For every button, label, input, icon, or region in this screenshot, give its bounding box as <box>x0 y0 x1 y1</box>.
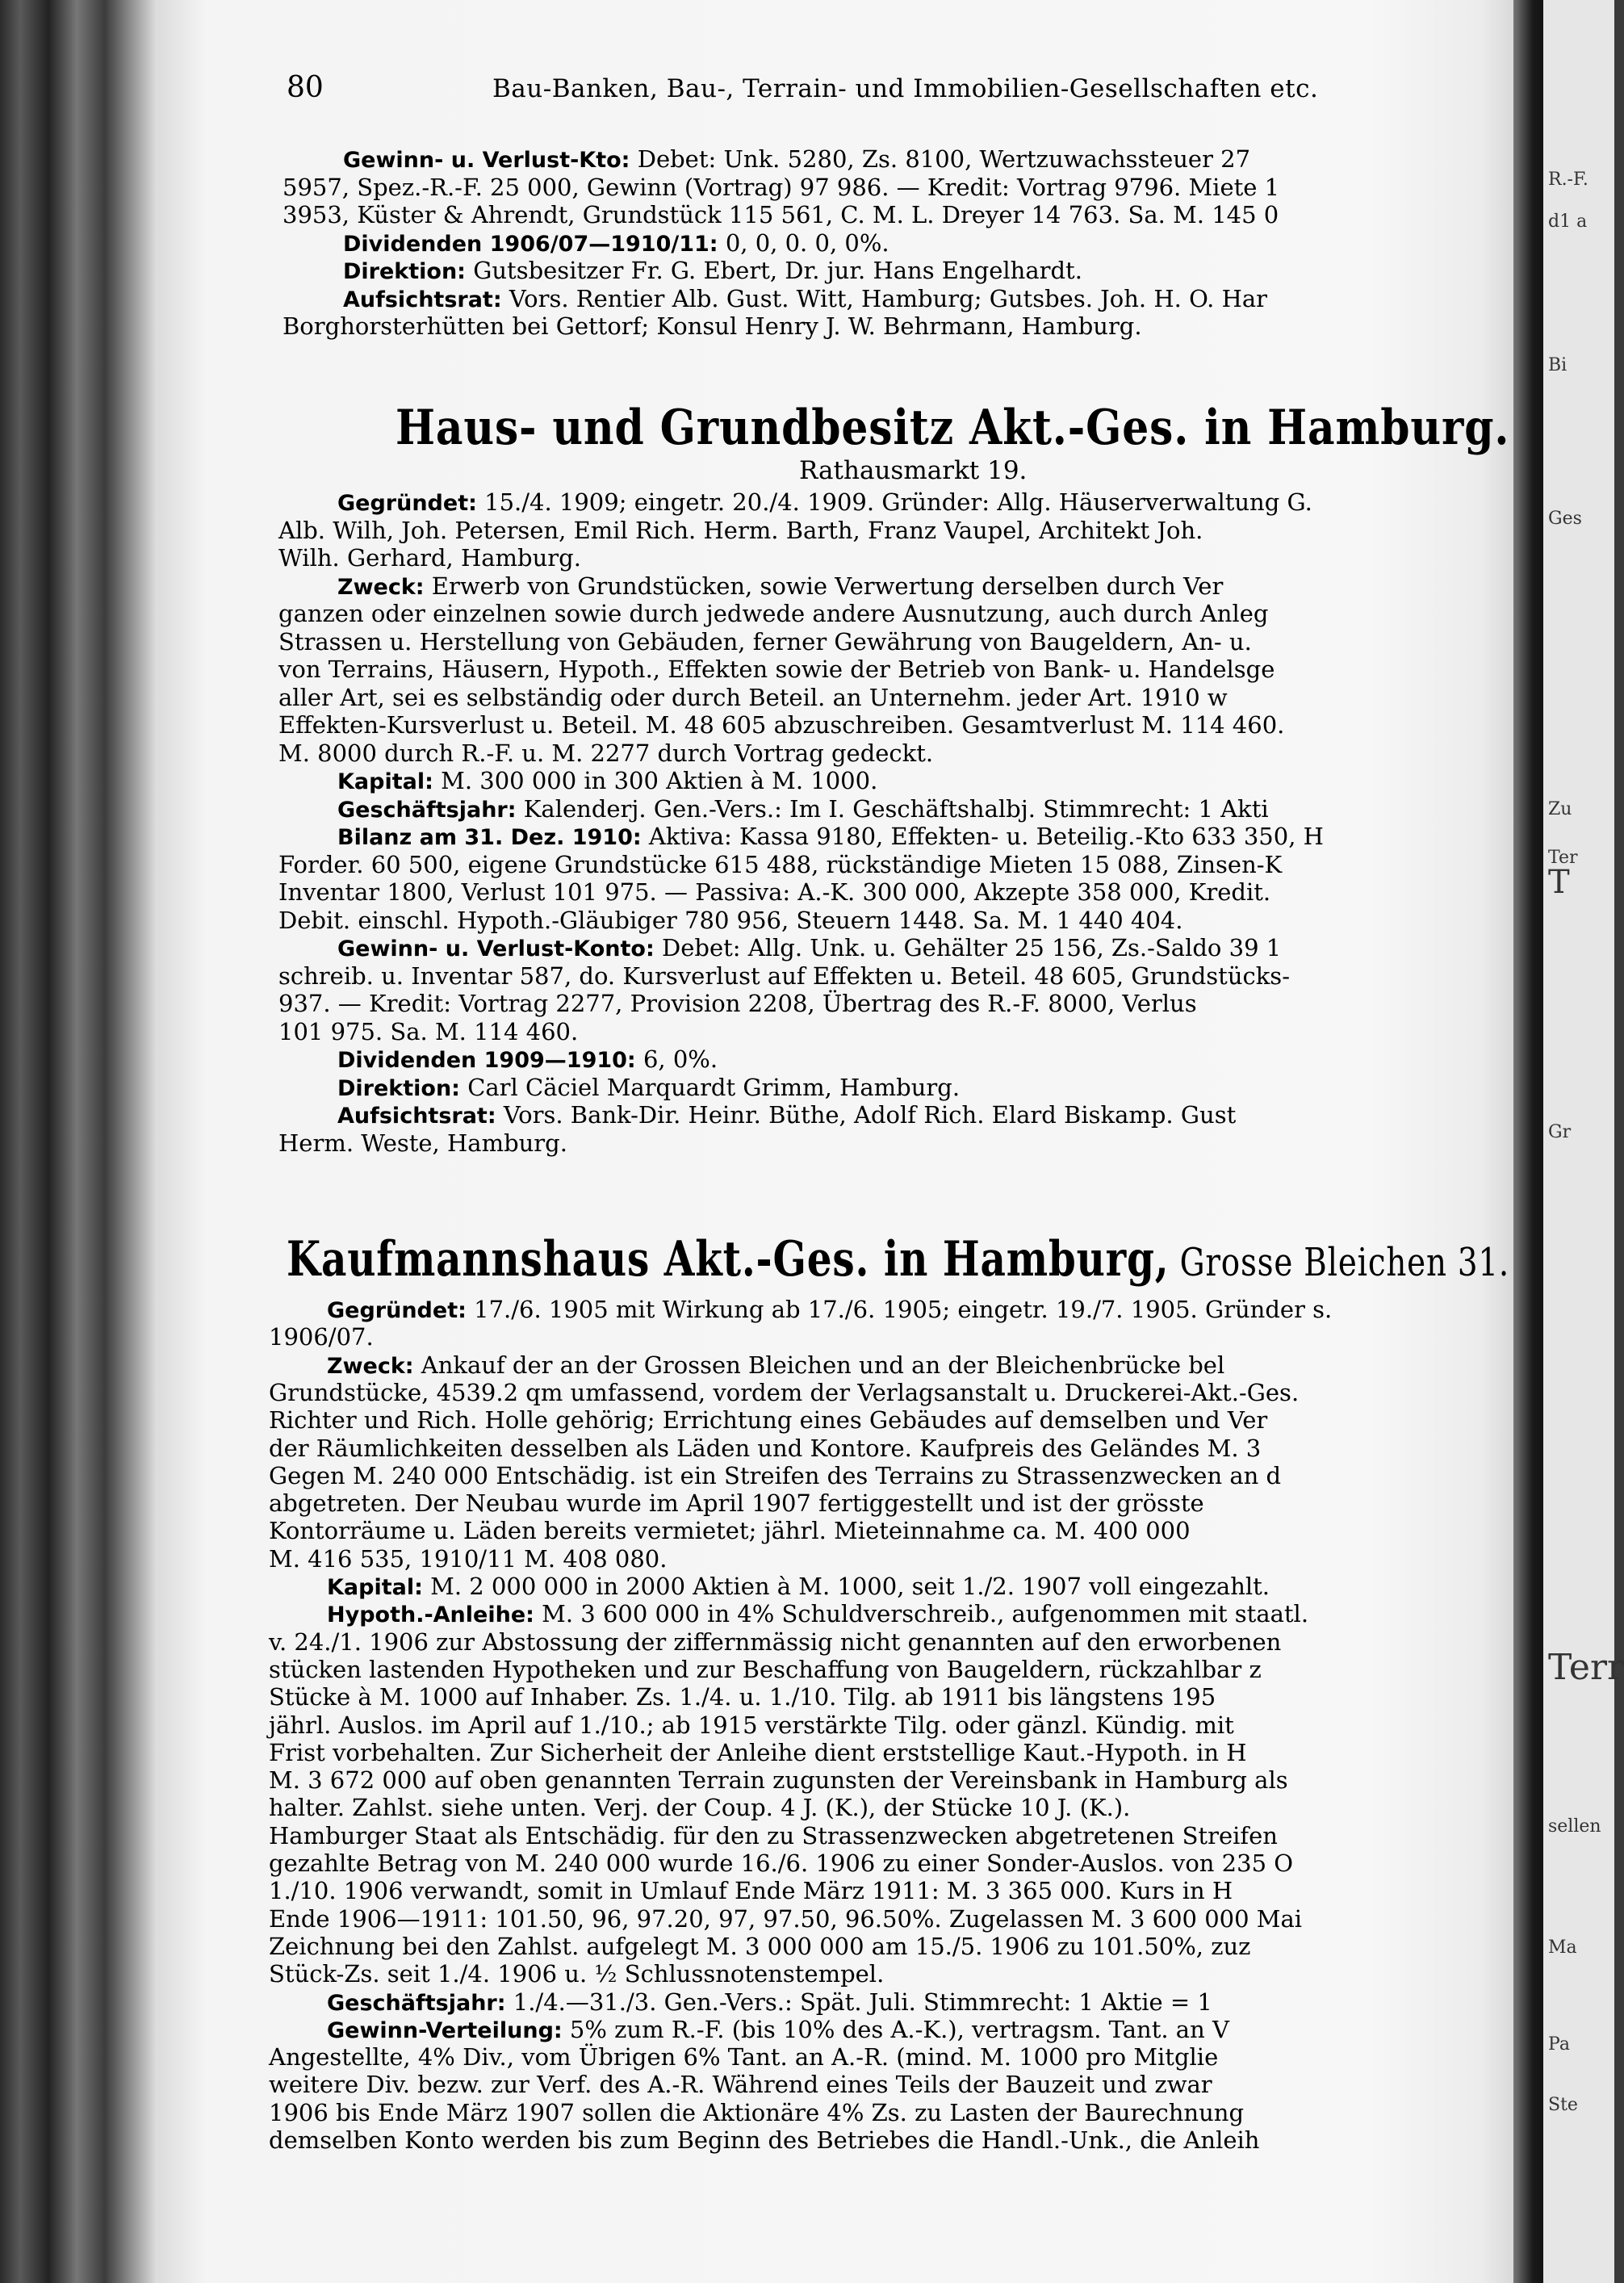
entry-text: Vors. Bank-Dir. Heinr. Büthe, Adolf Rich. Elard Biskamp. Gust <box>496 1101 1237 1129</box>
text-line <box>337 767 877 796</box>
entry-text: M. 300 000 in 300 Aktien à M. 1000. <box>433 767 878 794</box>
entry-text: Strassen u. Herstellung von Gebäuden, ferner Gewährung von Baugeldern, An- u. <box>278 627 1252 656</box>
entry-text: Debet: Unk. 5280, Zs. 8100, Wertzuwachssteuer 27 <box>630 145 1251 173</box>
entry-text: der Räumlichkeiten desselben als Läden und Kontore. Kaufpreis des Geländes M. 3 <box>269 1434 1262 1462</box>
entry-text: Inventar 1800, Verlust 101 975. — Passiva: A.-K. 300 000, Akzepte 358 000, Kredit. <box>278 878 1271 906</box>
text-line <box>278 656 1275 683</box>
entry-text: 3953, Küster & Ahrendt, Grundstück 115 561, C. M. L. Dreyer 14 763. Sa. M. 145 0 <box>283 201 1279 228</box>
entry-text: von Terrains, Häusern, Hypoth., Effekten sowie der Betrieb von Bank- u. Handelsge <box>278 656 1275 683</box>
entry-text: 1./10. 1906 verwandt, somit in Umlauf Ende März 1911: M. 3 365 000. Kurs in H <box>269 1877 1233 1905</box>
text-line <box>278 878 1270 906</box>
text-line <box>269 1517 1191 1544</box>
company-title-main: Kaufmannshaus Akt.-Ges. in Hamburg, <box>287 1231 1170 1288</box>
text-line <box>278 1018 578 1045</box>
text-line <box>269 2071 1212 2098</box>
entry-text: Aktiva: Kassa 9180, Effekten- u. Beteilig.-Kto 633 350, H <box>641 823 1324 850</box>
adjacent-page-fragment: Ter <box>1548 848 1578 868</box>
adjacent-page-fragment: Gr <box>1548 1122 1572 1142</box>
entry-label: Aufsichtsrat: <box>337 1104 496 1129</box>
text-line <box>269 1683 1216 1711</box>
entry-label: Direktion: <box>337 1075 460 1101</box>
entry-text: Grundstücke, 4539.2 qm umfassend, vordem der Verlagsanstalt u. Druckerei-Akt.-Ges. <box>269 1378 1300 1406</box>
entry-text: Frist vorbehalten. Zur Sicherheit der Anleihe dient erststellige Kaut.-Hypoth. in H <box>269 1738 1247 1766</box>
text-line <box>278 544 581 572</box>
entry-text: 17./6. 1905 mit Wirkung ab 17./6. 1905; eingetr. 19./7. 1905. Gründer s. <box>466 1296 1333 1323</box>
adjacent-page-fragment: Zu <box>1548 799 1572 819</box>
running-title: Bau-Banken, Bau-, Terrain- und Immobilien-Gesellschaften etc. <box>492 74 1319 103</box>
entry-label: Aufsichtsrat: <box>343 287 502 312</box>
book-binding <box>0 0 161 2283</box>
adjacent-page-fragment: Pa <box>1548 2034 1570 2055</box>
text-line <box>269 2126 1259 2154</box>
text-line <box>327 1296 1332 1325</box>
text-line <box>343 145 1250 174</box>
entry-text: Ende 1906—1911: 101.50, 96, 97.20, 97, 97.50, 96.50%. Zugelassen M. 3 600 000 Mai <box>269 1904 1303 1933</box>
text-line <box>337 1074 960 1103</box>
entry-label: Dividenden 1909—1910: <box>337 1048 636 1073</box>
text-line <box>269 1766 1288 1794</box>
entry-text: 5957, Spez.-R.-F. 25 000, Gewinn (Vortrag) 97 986. — Kredit: Vortrag 9796. Miete 1 <box>283 173 1280 201</box>
entry-text: Carl Cäciel Marquardt Grimm, Hamburg. <box>459 1073 961 1101</box>
text-line <box>278 628 1252 656</box>
entry-text: Zeichnung bei den Zahlst. aufgelegt M. 3 000 000 am 15./5. 1906 zu 101.50%, zuz <box>269 1932 1251 1960</box>
adjacent-page-fragment: R.-F. <box>1548 170 1588 190</box>
entry-text: demselben Konto werden bis zum Beginn des Betriebes die Handl.-Unk., die Anleih <box>269 2126 1260 2154</box>
text-line <box>269 1933 1250 1960</box>
entry-label: Direktion: <box>343 259 466 284</box>
entry-text: Ankauf der an der Grossen Bleichen und an der Bleichenbrücke bel <box>413 1351 1225 1379</box>
company-title-kaufmannshaus <box>287 1231 1509 1288</box>
text-line <box>343 229 889 258</box>
adjacent-page-fragment: T <box>1548 864 1570 901</box>
adjacent-page-fragment: Ste <box>1548 2095 1578 2115</box>
text-line <box>283 201 1279 228</box>
entry-text: 1906/07. <box>269 1323 374 1351</box>
entry-label: Zweck: <box>327 1353 414 1379</box>
entry-text: gezahlte Betrag von M. 240 000 wurde 16./6. 1906 zu einer Sonder-Auslos. von 235 O <box>269 1849 1294 1877</box>
entry-text: Debet: Allg. Unk. u. Gehälter 25 156, Zs.-Saldo 39 1 <box>654 934 1282 961</box>
entry-label: Zweck: <box>337 574 425 600</box>
text-line <box>337 488 1312 517</box>
entry-text: M. 8000 durch R.-F. u. M. 2277 durch Vortrag gedeckt. <box>278 739 934 767</box>
text-line <box>327 1600 1308 1629</box>
entry-text: Vors. Rentier Alb. Gust. Witt, Hamburg; Gutsbes. Joh. H. O. Har <box>501 284 1268 312</box>
text-line <box>269 1545 667 1573</box>
entry-text: Erwerb von Grundstücken, sowie Verwertung derselben durch Ver <box>424 572 1224 600</box>
entry-text: stücken lastenden Hypotheken und zur Beschaffung von Baugeldern, rückzahlbar z <box>269 1655 1262 1683</box>
text-line <box>327 2016 1229 2045</box>
entry-text: 15./4. 1909; eingetr. 20./4. 1909. Gründer: Allg. Häuserverwaltung G. <box>476 488 1312 516</box>
entry-text: Kalenderj. Gen.-Vers.: Im I. Geschäftshalbj. Stimmrecht: 1 Akti <box>516 794 1269 823</box>
adjacent-page-fragment: Bi <box>1548 355 1567 375</box>
text-line <box>269 1822 1278 1849</box>
entry-text: 5% zum R.-F. (bis 10% des A.-K.), vertragsm. Tant. an V <box>562 2015 1229 2043</box>
entry-text: Stücke à M. 1000 auf Inhaber. Zs. 1./4. u. 1./10. Tilg. ab 1911 bis längstens 195 <box>269 1683 1216 1711</box>
entry-text: schreib. u. Inventar 587, do. Kursverlust auf Effekten u. Beteil. 48 605, Grundstücks- <box>278 961 1290 990</box>
entry-text: 0, 0, 0. 0, 0%. <box>718 228 889 257</box>
entry-text: M. 3 600 000 in 4% Schuldverschreib., aufgenommen mit staatl. <box>534 1600 1309 1628</box>
text-line <box>269 1435 1261 1462</box>
text-line <box>337 795 1269 824</box>
text-line <box>343 285 1267 314</box>
entry-label: Gegründet: <box>327 1298 467 1323</box>
entry-text: weitere Div. bezw. zur Verf. des A.-R. Während eines Teils der Bauzeit und zwar <box>269 2071 1212 2099</box>
adjacent-page-fragment: sellen <box>1548 1816 1601 1837</box>
entry-text: M. 2 000 000 in 2000 Aktien à M. 1000, seit 1./2. 1907 voll eingezahlt. <box>422 1573 1270 1600</box>
text-line <box>278 962 1290 990</box>
entry-label: Dividenden 1906/07—1910/11: <box>343 231 718 257</box>
text-line <box>278 990 1197 1017</box>
text-line <box>269 1711 1234 1739</box>
entry-text: Gegen M. 240 000 Entschädig. ist ein Streifen des Terrains zu Strassenzwecken an d <box>269 1461 1282 1489</box>
entry-text: abgetreten. Der Neubau wurde im April 1907 fertiggestellt und ist der grösste <box>269 1489 1204 1518</box>
entry-text: Herm. Weste, Hamburg. <box>278 1129 567 1157</box>
text-line <box>278 517 1203 544</box>
text-line <box>343 257 1082 286</box>
entry-text: jährl. Auslos. im April auf 1./10.; ab 1915 verstärkte Tilg. oder gänzl. Kündig. mit <box>269 1711 1234 1739</box>
entry-label: Gewinn- u. Verlust-Konto: <box>337 936 655 961</box>
entry-text: 937. — Kredit: Vortrag 2277, Provision 2208, Übertrag des R.-F. 8000, Verlus <box>278 990 1197 1017</box>
text-line <box>337 1101 1236 1130</box>
entry-label: Gewinn-Verteilung: <box>327 2017 563 2043</box>
company-title-address: Grosse Bleichen 31. <box>1169 1240 1510 1285</box>
text-line <box>327 1573 1270 1602</box>
text-line <box>269 1406 1267 1434</box>
text-line <box>327 1351 1224 1380</box>
entry-text: Richter und Rich. Holle gehörig; Errichtung eines Gebäudes auf demselben und Ver <box>269 1406 1268 1435</box>
adjacent-page-fragment: Ges <box>1548 509 1582 529</box>
text-line <box>269 1905 1302 1933</box>
text-line <box>269 1462 1281 1489</box>
entry-label: Gegründet: <box>337 491 477 516</box>
entry-text: Effekten-Kursverlust u. Beteil. M. 48 605 abzuschreiben. Gesamtverlust M. 114 460. <box>278 711 1285 739</box>
text-line <box>337 1045 718 1074</box>
entry-text: 6, 0%. <box>635 1045 718 1073</box>
entry-text: Stück-Zs. seit 1./4. 1906 u. ½ Schlussnotenstempel. <box>269 1960 885 1988</box>
page-number: 80 <box>287 71 324 104</box>
entry-text: Borghorsterhütten bei Gettorf; Konsul Henry J. W. Behrmann, Hamburg. <box>283 312 1142 340</box>
entry-label: Kapital: <box>327 1575 423 1600</box>
text-line <box>278 739 933 767</box>
text-line <box>269 1960 884 1988</box>
text-line <box>278 600 1268 627</box>
adjacent-page-fragment: d1 a <box>1548 212 1588 232</box>
adjacent-page-fragment: Terr <box>1548 1647 1624 1688</box>
entry-label: Geschäftsjahr: <box>327 1990 506 2016</box>
adjacent-page-strip <box>1543 0 1624 2283</box>
text-line <box>337 934 1281 963</box>
entry-text: halter. Zahlst. siehe unten. Verj. der Coup. 4 J. (K.), der Stücke 10 J. (K.). <box>269 1794 1131 1822</box>
text-line <box>278 907 1182 934</box>
text-line <box>269 1794 1130 1821</box>
entry-text: aller Art, sei es selbständig oder durch Beteil. an Unternehm. jeder Art. 1910 w <box>278 683 1228 711</box>
text-line <box>278 1129 567 1157</box>
entry-text: 101 975. Sa. M. 114 460. <box>278 1017 579 1045</box>
text-line <box>337 823 1324 852</box>
text-line <box>269 1656 1262 1683</box>
entry-text: 1906 bis Ende März 1907 sollen die Aktionäre 4% Zs. zu Lasten der Baurechnung <box>269 2098 1245 2126</box>
entry-text: Debit. einschl. Hypoth.-Gläubiger 780 956, Steuern 1448. Sa. M. 1 440 404. <box>278 906 1183 934</box>
text-line <box>269 1628 1281 1656</box>
entry-text: ganzen oder einzelnen sowie durch jedwede andere Ausnutzung, auch durch Anleg <box>278 600 1269 627</box>
entry-label: Hypoth.-Anleihe: <box>327 1602 534 1628</box>
text-line <box>278 851 1282 878</box>
entry-text: Forder. 60 500, eigene Grundstücke 615 488, rückständige Mieten 15 088, Zinsen-K <box>278 850 1283 878</box>
entry-label: Geschäftsjahr: <box>337 797 517 823</box>
text-line <box>327 1988 1212 2017</box>
text-line <box>269 1323 374 1351</box>
text-line <box>278 684 1228 711</box>
company-address-haus: Rathausmarkt 19. <box>799 456 1028 485</box>
entry-text: Alb. Wilh, Joh. Petersen, Emil Rich. Herm. Barth, Franz Vaupel, Architekt Joh. <box>278 516 1203 544</box>
entry-text: v. 24./1. 1906 zur Abstossung der ziffernmässig nicht genannten auf den erworbenen <box>269 1627 1282 1656</box>
text-line <box>269 1877 1233 1904</box>
entry-text: Gutsbesitzer Fr. G. Ebert, Dr. jur. Hans Engelhardt. <box>465 257 1082 284</box>
company-title-haus: Haus- und Grundbesitz Akt.-Ges. in Hamburg. <box>396 400 1510 456</box>
text-line <box>269 1849 1293 1877</box>
text-line <box>269 2043 1218 2071</box>
text-line <box>269 1489 1204 1517</box>
entry-text: M. 416 535, 1910/11 M. 408 080. <box>269 1544 668 1573</box>
entry-label: Gewinn- u. Verlust-Kto: <box>343 148 630 173</box>
entry-text: Wilh. Gerhard, Hamburg. <box>278 544 581 572</box>
entry-text: Hamburger Staat als Entschädig. für den zu Strassenzwecken abgetretenen Streifen <box>269 1821 1278 1849</box>
page-gutter-shadow <box>1513 0 1546 2283</box>
text-line <box>283 312 1142 340</box>
entry-label: Kapital: <box>337 769 433 794</box>
entry-label: Bilanz am 31. Dez. 1910: <box>337 825 642 850</box>
entry-text: M. 3 672 000 auf oben genannten Terrain zugunsten der Vereinsbank in Hamburg als <box>269 1766 1288 1795</box>
adjacent-page-fragment: Ma <box>1548 1937 1577 1958</box>
entry-text: 1./4.—31./3. Gen.-Vers.: Spät. Juli. Stimmrecht: 1 Aktie = 1 <box>505 1988 1212 2016</box>
text-line <box>269 1379 1299 1406</box>
text-line <box>269 2099 1244 2126</box>
entry-text: Angestellte, 4% Div., vom Übrigen 6% Tant. an A.-R. (mind. M. 1000 pro Mitglie <box>269 2043 1219 2071</box>
text-line <box>278 711 1284 739</box>
text-line <box>269 1739 1247 1766</box>
entry-text: Kontorräume u. Läden bereits vermietet; jährl. Mieteinnahme ca. M. 400 000 <box>269 1517 1191 1545</box>
text-line <box>283 174 1279 201</box>
text-line <box>337 572 1223 601</box>
